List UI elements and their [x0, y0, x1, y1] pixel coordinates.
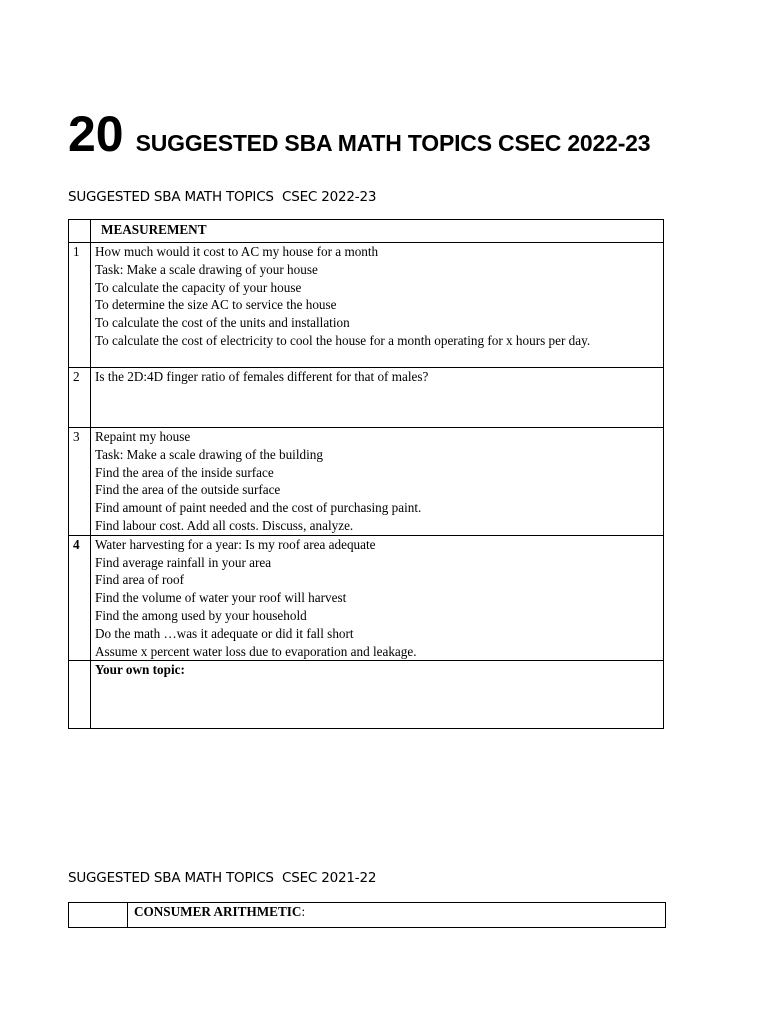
row-number: 4 [69, 535, 91, 661]
table-row [69, 661, 664, 729]
row-content: Repaint my house Task: Make a scale drawing of the building Find the area of the inside surface Find the area of the outside surface Find amount of paint needed and the cost of purchasing paint. Find labour cost. Add all costs. Discuss, analyze. [91, 428, 664, 536]
table-row [69, 368, 664, 428]
table-row [69, 428, 664, 536]
table-row [69, 243, 664, 368]
heading-number: 20 [68, 106, 124, 162]
row-content: Is the 2D:4D finger ratio of females different for that of males? [91, 368, 664, 428]
table-header-row [69, 220, 664, 243]
table-header-row [69, 903, 666, 928]
row-content: How much would it cost to AC my house for a month Task: Make a scale drawing of your house To calculate the capacity of your house To determine the size AC to service the house To calculate the cost of the units and installation To calculate the cost of electricity to cool the house for a month operating for x hours per day. [91, 243, 664, 368]
row-content: Water harvesting for a year: Is my roof area adequate Find average rainfall in your area Find area of roof Find the volume of water your roof will harvest Find the among used by your household Do the math …was it adequate or did it fall short Assume x percent water loss due to evaporation and leakage. [91, 535, 664, 661]
table-header-consumer-arithmetic: CONSUMER ARITHMETIC: [128, 903, 666, 928]
table-row [69, 535, 664, 661]
section1-subheading: SUGGESTED SBA MATH TOPICS CSEC 2022-23 [68, 189, 377, 205]
row-number: 3 [69, 428, 91, 536]
row-number: 2 [69, 368, 91, 428]
page-heading [68, 104, 650, 164]
measurement-table [68, 219, 664, 729]
consumer-arithmetic-table [68, 902, 666, 928]
row-number: 1 [69, 243, 91, 368]
heading-text: SUGGESTED SBA MATH TOPICS CSEC 2022-23 [135, 130, 651, 156]
table-header-measurement: MEASUREMENT [91, 220, 664, 243]
section2-subheading: SUGGESTED SBA MATH TOPICS CSEC 2021-22 [68, 870, 377, 886]
own-topic-label: Your own topic: [91, 661, 664, 729]
